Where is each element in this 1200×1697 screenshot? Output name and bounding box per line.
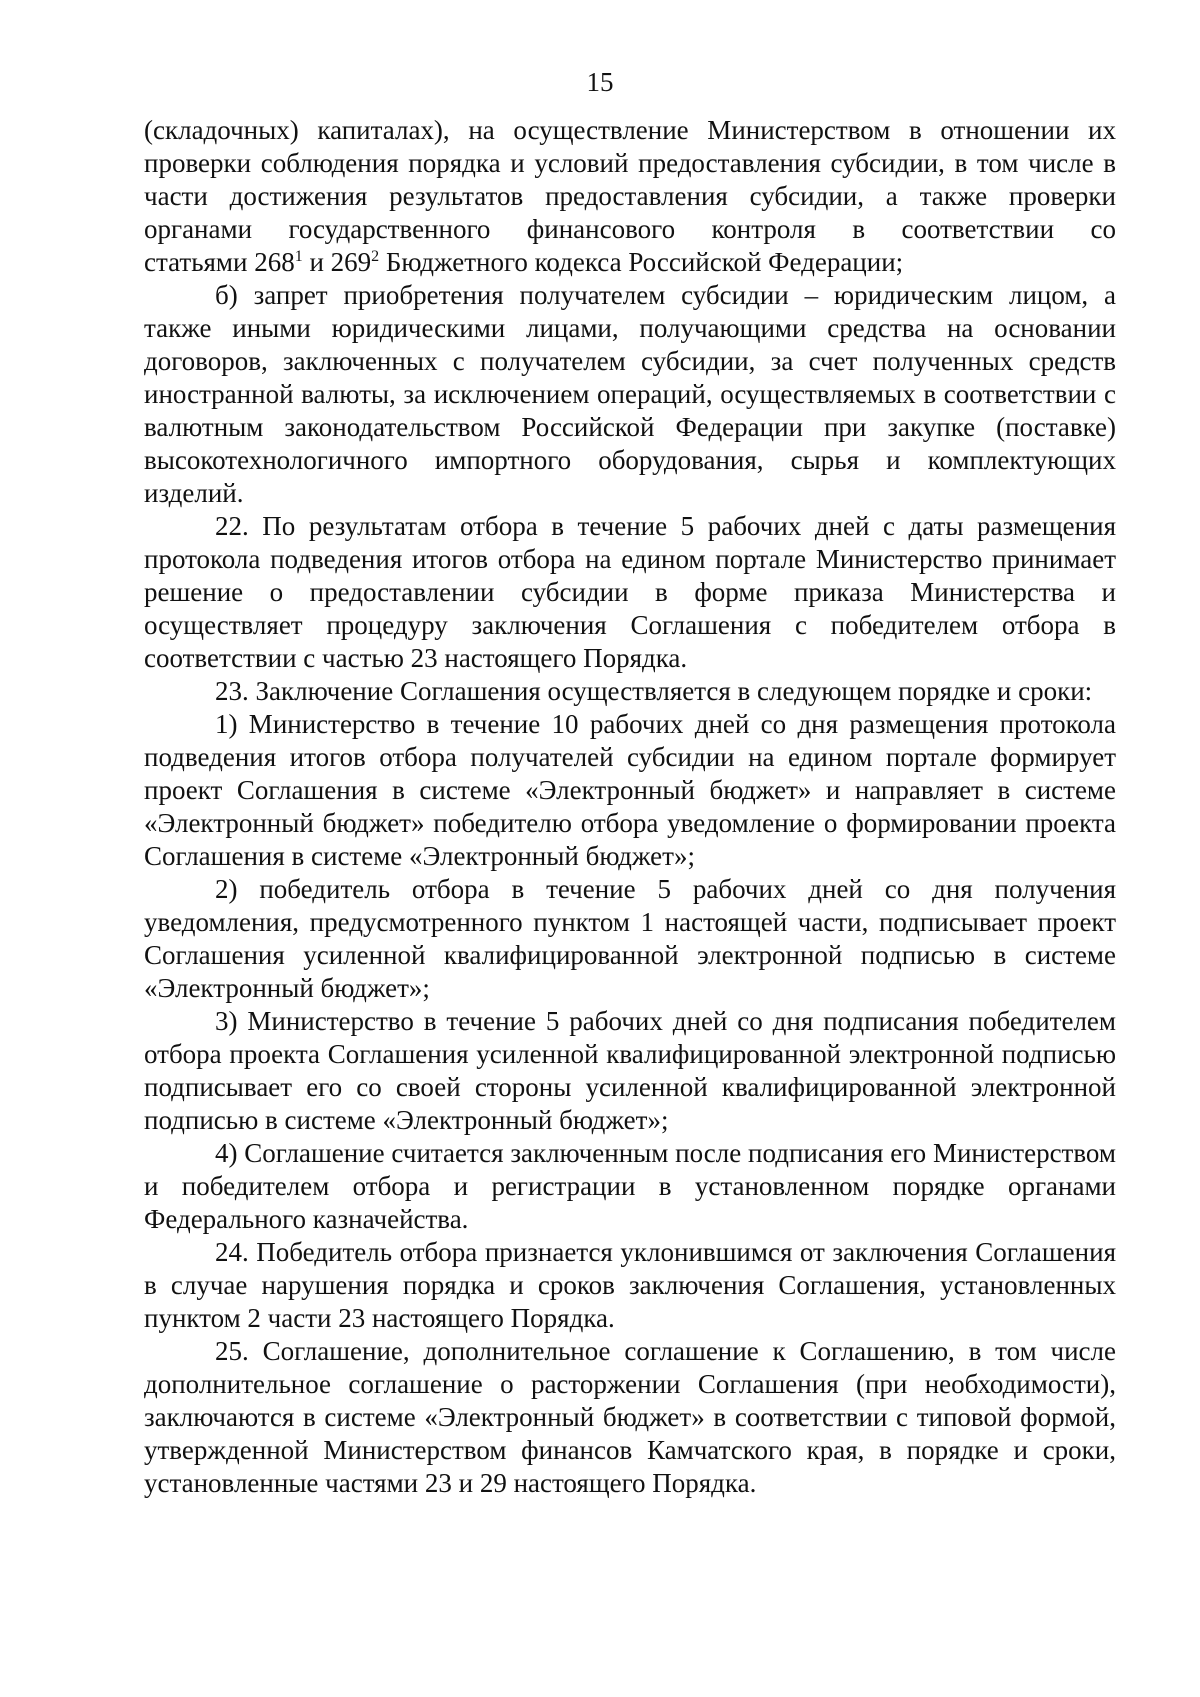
paragraph-continuation: (складочных) капиталах), на осуществление Министерством в отношении их проверки соблюдения порядка и условий предоставления субсидии, в том числе в части достижения результатов предоставления субсидии, а также проверки органами государственного финансового контроля в соответствии со [144,115,1116,244]
paragraph-23-item-4: 4) Соглашение считается заключенным после подписания его Министерством и победителем отбора и регистрации в установленном порядке органами Федерального казначейства. [144,1138,1116,1234]
paragraph-b: б) запрет приобретения получателем субсидии – юридическим лицом, а также иными юридическими лицами, получающими средства на основании договоров, заключенных с получателем субсидии, за счет полученных средств иностранной валюты, за исключением операций, осуществляемых в соответствии с валютным законодательством Российской Федерации при закупке (поставке) высокотехнологичного импортного оборудования, сырья и комплектующих изделий. [144,280,1116,508]
paragraph-25: 25. Соглашение, дополнительное соглашение к Соглашению, в том числе дополнительное соглашение о расторжении Соглашения (при необходимости), заключаются в системе «Электронный бюджет» в соответствии с типовой формой, утвержденной Министерством финансов Камчатского края, в порядке и сроки, установленные частями 23 и 29 настоящего Порядка. [144,1336,1116,1498]
paragraph-23-item-2: 2) победитель отбора в течение 5 рабочих дней со дня получения уведомления, предусмотренного пунктом 1 настоящей части, подписывает проект Соглашения усиленной квалифицированной электронной подписью в системе «Электронный бюджет»; [144,874,1116,1003]
superscript: 1 [294,248,303,265]
superscript: 2 [371,248,380,265]
page-number: 15 [586,67,614,97]
paragraph-23: 23. Заключение Соглашения осуществляется в следующем порядке и сроки: [215,676,1093,706]
paragraph-22: 22. По результатам отбора в течение 5 рабочих дней с даты размещения протокола подведения итогов отбора на едином портале Министерство принимает решение о предоставлении субсидии в форме приказа Министерства и осуществляет процедуру заключения Соглашения с победителем отбора в соответствии с частью 23 настоящего Порядка. [144,511,1116,673]
text-run: статьями 268 [144,247,295,277]
document-body [144,114,1116,1500]
paragraph-continuation-last-line [144,246,1116,279]
paragraph-24: 24. Победитель отбора признается уклонившимся от заключения Соглашения в случае нарушения порядка и сроков заключения Соглашения, установленных пунктом 2 части 23 настоящего Порядка. [144,1237,1116,1333]
text-run: Бюджетного кодекса Российской Федерации; [379,247,904,277]
paragraph-23-item-1: 1) Министерство в течение 10 рабочих дней со дня размещения протокола подведения итогов отбора получателей субсидии на едином портале формирует проект Соглашения в системе «Электронный бюджет» и направляет в системе «Электронный бюджет» победителю отбора уведомление о формировании проекта Соглашения в системе «Электронный бюджет»; [144,709,1116,871]
paragraph-23-item-3: 3) Министерство в течение 5 рабочих дней со дня подписания победителем отбора проекта Соглашения усиленной квалифицированной электронной подписью подписывает его со своей стороны усиленной квалифицированной электронной подписью в системе «Электронный бюджет»; [144,1006,1116,1135]
text-run: и 269 [302,247,372,277]
